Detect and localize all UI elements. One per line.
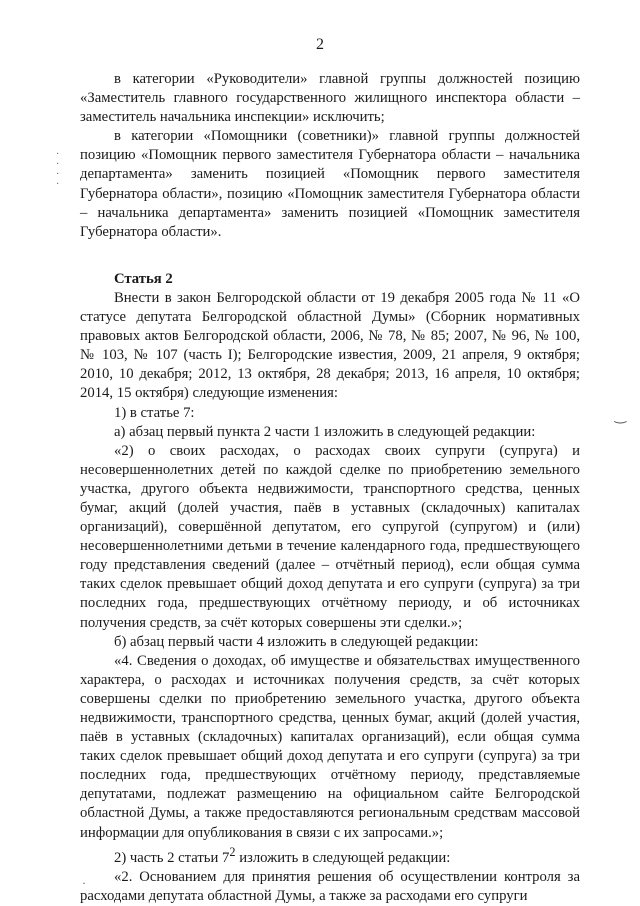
paragraph-replace-positions: в категории «Помощники (советники)» главной группы должностей позицию «Помощник первого заместителя Губернатора области – начальника департамента» заменить позицией «Помощник первого заместителя Губернатора области», позицию «Помощник заместителя Губернатора области – начальника департамента» заменить позицией «Помощник заместителя Губернатора области». [80, 128, 580, 240]
section-gap [80, 242, 580, 270]
item-2-text-before: 2) часть 2 статьи 7 [114, 849, 230, 866]
margin-marks: · · · · [56, 149, 60, 190]
superscript: 2 [229, 844, 236, 859]
document-body [80, 70, 580, 906]
paragraph-item-a: а) абзац первый пункта 2 части 1 изложить в следующей редакции: [114, 423, 536, 440]
page-number: 2 [316, 36, 324, 53]
paragraph-item-2 [80, 843, 580, 868]
paragraph-item-b: б) абзац первый части 4 изложить в следующей редакции: [114, 633, 479, 650]
article-heading: Статья 2 [114, 270, 173, 287]
paragraph-quote-2-control: «2. Основанием для принятия решения об осуществлении контроля за расходами депутата областной Думы, а также за расходами его супруги [80, 868, 580, 904]
item-2-text-after: изложить в следующей редакции: [235, 849, 451, 866]
paragraph-quote-2: «2) о своих расходах, о расходах своих супруги (супруга) и несовершеннолетних детей по каждой сделке по приобретению земельного участка, другого объекта недвижимости, транспортного средства, ценных бумаг, акций (долей участия, паёв в уставных (складочных) капиталах организаций), совершённой депутатом, его супругой (супругом) и (или) несовершеннолетними детьми в течение календарного года, предшествующего году представления сведений (далее – отчётный период), если общая сумма таких сделок превышает общий доход депутата и его супруги (супруга) за три последних года, предшествующих отчётному периоду, и об источниках получения средств, за счёт которых совершены эти сделки.»; [80, 442, 580, 631]
paragraph-quote-4: «4. Сведения о доходах, об имуществе и обязательствах имущественного характера, о расходах и источниках получения средств, за счёт которых совершены сделки по приобретению земельного участка, другого объекта недвижимости, транспортного средства, ценных бумаг, акций (долей участия, паёв в уставных (складочных) капиталах организаций), если общая сумма таких сделок превышает общий доход депутата и его супруги (супруга) за три последних года, предшествующих отчётному периоду, представляемые депутатами, подлежат размещению на официальном сайте Белгородской областной Думы, а также предоставляются региональным средствам массовой информации для опубликования в связи с их запросами.»; [80, 652, 580, 841]
paragraph-law-amendment: Внести в закон Белгородской области от 19 декабря 2005 года № 11 «О статусе депутата Белгородской областной Думы» (Сборник нормативных правовых актов Белгородской области, 2006, № 78, № 85; 2007, № 96, № 100, № 103, № 107 (часть I); Белгородские известия, 2009, 21 апреля, 9 октября; 2010, 10 декабря; 2012, 13 октября, 28 декабря; 2013, 16 апреля, 10 октября; 2014, 15 октября) следующие изменения: [80, 289, 580, 402]
paragraph-remove-position: в категории «Руководители» главной группы должностей позицию «Заместитель главного государственного жилищного инспектора области – заместитель начальника инспекции» исключить; [80, 71, 580, 126]
scan-dot: · [82, 876, 86, 890]
paragraph-item-1: 1) в статье 7: [114, 404, 195, 421]
margin-dash-mark: ‿ [614, 409, 626, 424]
